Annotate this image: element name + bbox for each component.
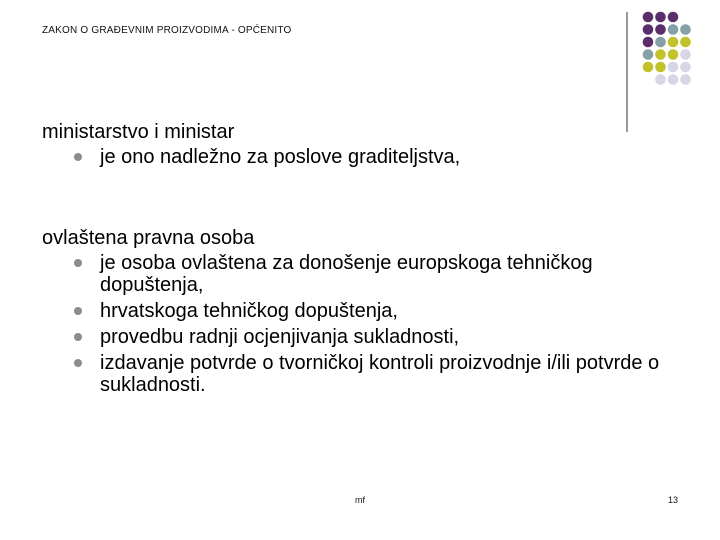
bullet-icon [74, 153, 82, 161]
section-authorized-entity [42, 226, 692, 396]
decor-dot [643, 62, 654, 73]
list-item-text: provedbu radnji ocjenjivanja sukladnosti, [100, 326, 460, 348]
bullet-icon [74, 307, 82, 315]
slide-title: ZAKON O GRAĐEVNIM PROIZVODIMA - OPĆENITO [42, 25, 292, 36]
decor-dot [655, 49, 666, 60]
decor-dot [680, 62, 691, 73]
decor-dot [655, 24, 666, 35]
decor-dot [643, 12, 654, 23]
decor-dot [643, 37, 654, 48]
list-item-text: izdavanje potvrde o tvorničkoj kontroli proizvodnje i/ili potvrde o sukladnosti. [100, 352, 660, 396]
bullet-icon [74, 333, 82, 341]
list-item [42, 352, 692, 396]
decor-dot [643, 49, 654, 60]
decor-dot [668, 62, 679, 73]
list-item [42, 326, 692, 348]
decor-dot [680, 24, 691, 35]
decor-dot [655, 12, 666, 23]
bullet-icon [74, 259, 82, 267]
list-item [42, 300, 692, 322]
decor-dot [680, 49, 691, 60]
page-number: 13 [667, 495, 678, 505]
footer-author: mf [355, 495, 365, 505]
list-item [42, 252, 692, 296]
decor-dot [680, 74, 691, 85]
decor-dot [655, 62, 666, 73]
section-ministry [42, 120, 692, 168]
decor-dot [668, 12, 679, 23]
slide-content [42, 120, 692, 400]
list-item [42, 146, 692, 168]
decor-dot [668, 24, 679, 35]
decor-dot [668, 74, 679, 85]
decor-dot [668, 49, 679, 60]
bullet-icon [74, 359, 82, 367]
bullet-list [42, 252, 692, 396]
decor-dot [680, 37, 691, 48]
bullet-list [42, 146, 692, 168]
list-item-text: je ono nadležno za poslove graditeljstva, [100, 146, 461, 168]
section-heading: ovlaštena pravna osoba [42, 227, 255, 249]
decor-dot [655, 37, 666, 48]
decor-dot [655, 74, 666, 85]
list-item-text: hrvatskoga tehničkog dopuštenja, [100, 300, 398, 322]
decor-dot [643, 24, 654, 35]
section-heading: ministarstvo i ministar [42, 121, 235, 143]
list-item-text: je osoba ovlaštena za donošenje europskoga tehničkog dopuštenja, [100, 252, 593, 296]
decor-dot [668, 37, 679, 48]
